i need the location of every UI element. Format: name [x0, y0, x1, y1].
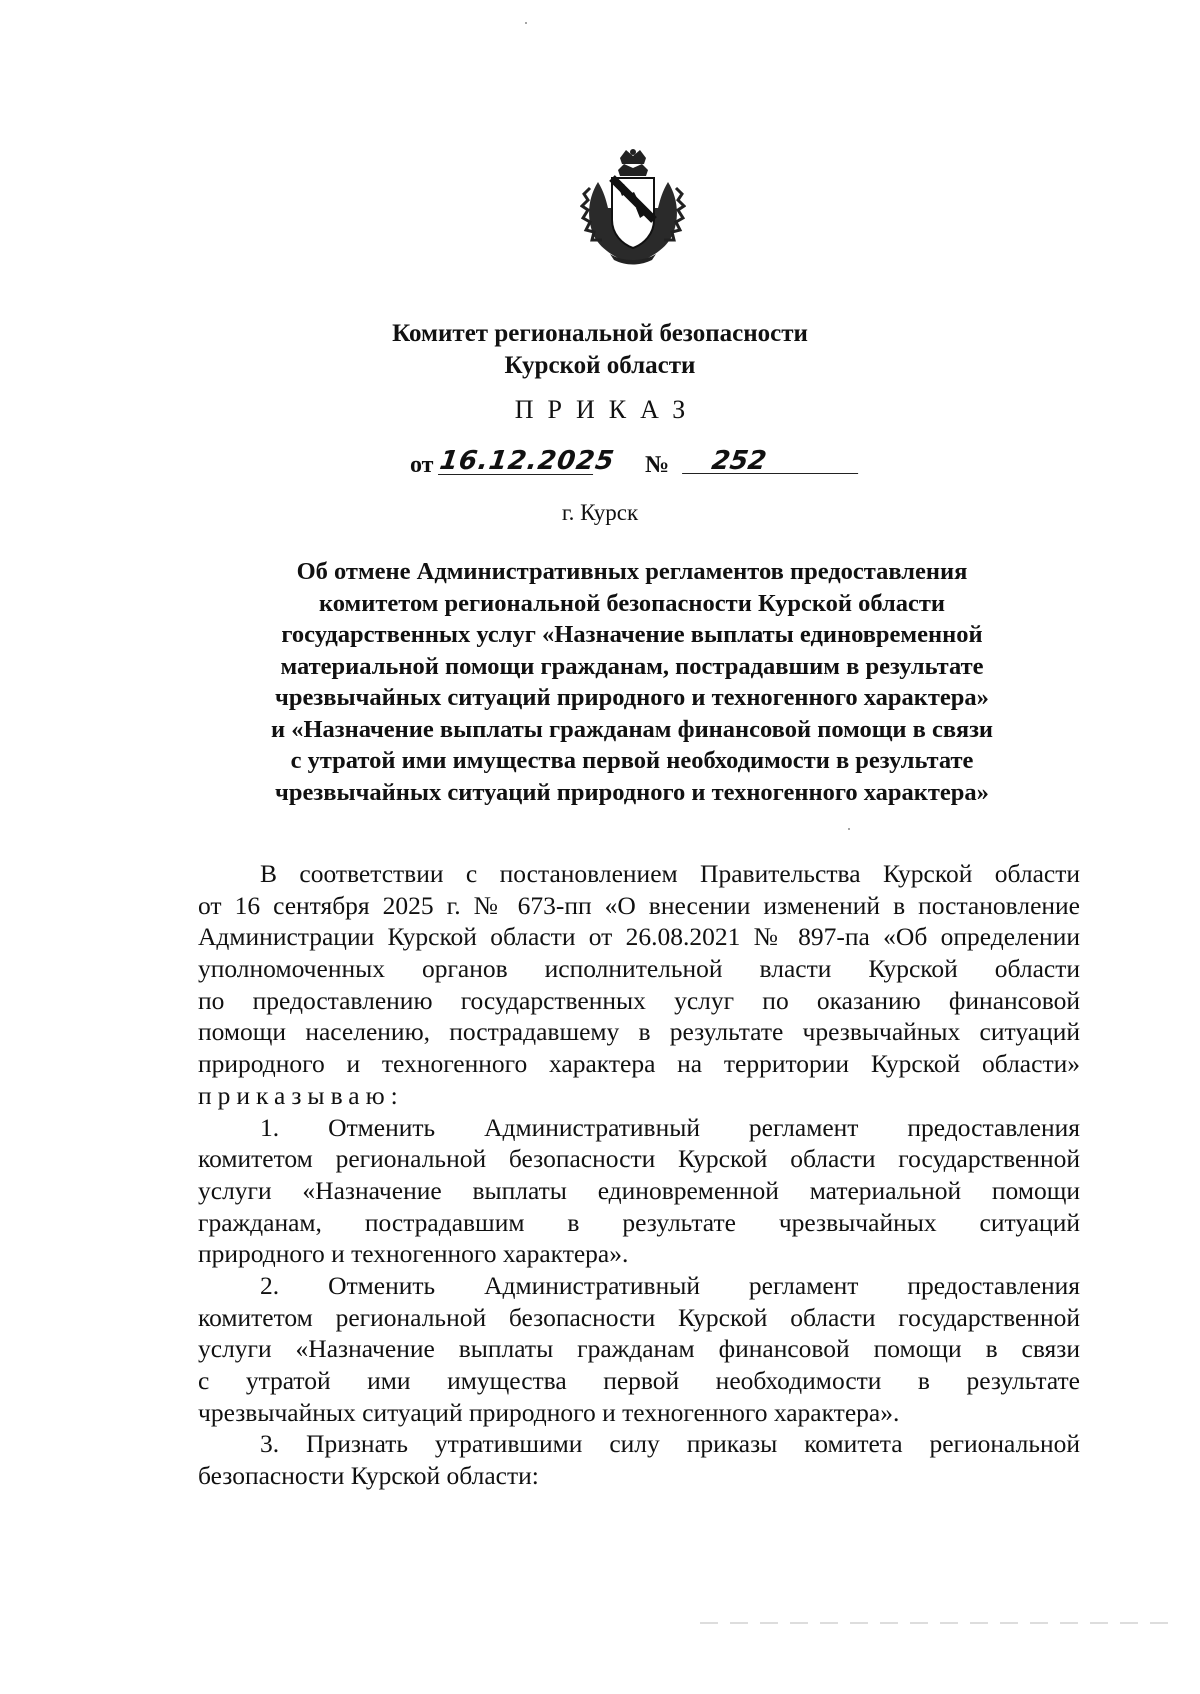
- order-word: приказываю:: [198, 1080, 404, 1110]
- item2-line: с утратой ими имущества первой необходимости в результате: [198, 1366, 1080, 1395]
- item1-line: комитетом региональной безопасности Курской области государственной: [198, 1144, 1080, 1174]
- city: г. Курск: [561, 500, 639, 525]
- title-line: государственных услуг «Назначение выплаты единовременной: [281, 621, 983, 648]
- committee-name-line2: Курской области: [504, 352, 696, 379]
- scan-artifact-line: [700, 1622, 1180, 1624]
- order-title: [222, 556, 1042, 808]
- title-line: и «Назначение выплаты гражданам финансовой помощи в связи: [270, 715, 994, 743]
- item1-line: 1. Отменить Административный регламент предоставления: [260, 1112, 1080, 1142]
- item1-line: услуги «Назначение выплаты единовременной материальной помощи: [198, 1175, 1080, 1205]
- title-line: чрезвычайных ситуаций природного и техногенного характера»: [275, 684, 989, 711]
- body-line: по предоставлению государственных услуг по оказанию финансовой: [198, 985, 1080, 1015]
- title-line: чрезвычайных ситуаций природного и техногенного характера»: [275, 778, 989, 806]
- item3-line: безопасности Курской области:: [198, 1461, 539, 1491]
- document-type: ПРИКАЗ: [514, 395, 700, 424]
- title-line: Об отмене Административных регламентов предоставления: [296, 558, 968, 585]
- item2-line: чрезвычайных ситуаций природного и техногенного характера».: [198, 1397, 900, 1427]
- scan-speck: [525, 22, 527, 24]
- body-line: В соответствии с постановлением Правительства Курской области: [260, 859, 1080, 888]
- coat-of-arms-icon: [580, 148, 686, 270]
- number-label: №: [645, 452, 670, 478]
- committee-name-line1: Комитет региональной безопасности: [392, 320, 808, 347]
- date-prefix: от: [410, 452, 434, 478]
- item1-line: природного и техногенного характера».: [198, 1239, 629, 1269]
- item1-line: гражданам, пострадавшим в результате чрезвычайных ситуаций: [198, 1207, 1080, 1237]
- body-line: помощи населению, пострадавшему в результате чрезвычайных ситуаций: [198, 1017, 1080, 1047]
- order-body: [198, 858, 1080, 1492]
- scan-speck: [848, 828, 850, 830]
- item2-line: услуги «Назначение выплаты гражданам финансовой помощи в связи: [198, 1334, 1080, 1364]
- body-line: природного и техногенного характера на территории Курской области»: [198, 1049, 1080, 1079]
- order-date-number-line: [410, 446, 860, 480]
- title-line: комитетом региональной безопасности Курской области: [318, 589, 946, 617]
- order-date: 16.12.2025: [437, 446, 617, 476]
- item2-line: комитетом региональной безопасности Курской области государственной: [198, 1302, 1080, 1332]
- item3-line: 3. Признать утратившими силу приказы комитета региональной: [260, 1429, 1080, 1459]
- body-line: от 16 сентября 2025 г. № 673-пп «О внесении изменений в постановление: [198, 890, 1080, 920]
- body-line: уполномоченных органов исполнительной власти Курской области: [198, 954, 1080, 984]
- title-line: с утратой ими имущества первой необходимости в результате: [290, 747, 974, 774]
- order-number: 252: [682, 446, 862, 474]
- body-line: Администрации Курской области от 26.08.2021 № 897-па «Об определении: [198, 922, 1080, 952]
- title-line: материальной помощи гражданам, пострадавшим в результате: [280, 652, 984, 680]
- item2-line: 2. Отменить Административный регламент предоставления: [260, 1270, 1080, 1300]
